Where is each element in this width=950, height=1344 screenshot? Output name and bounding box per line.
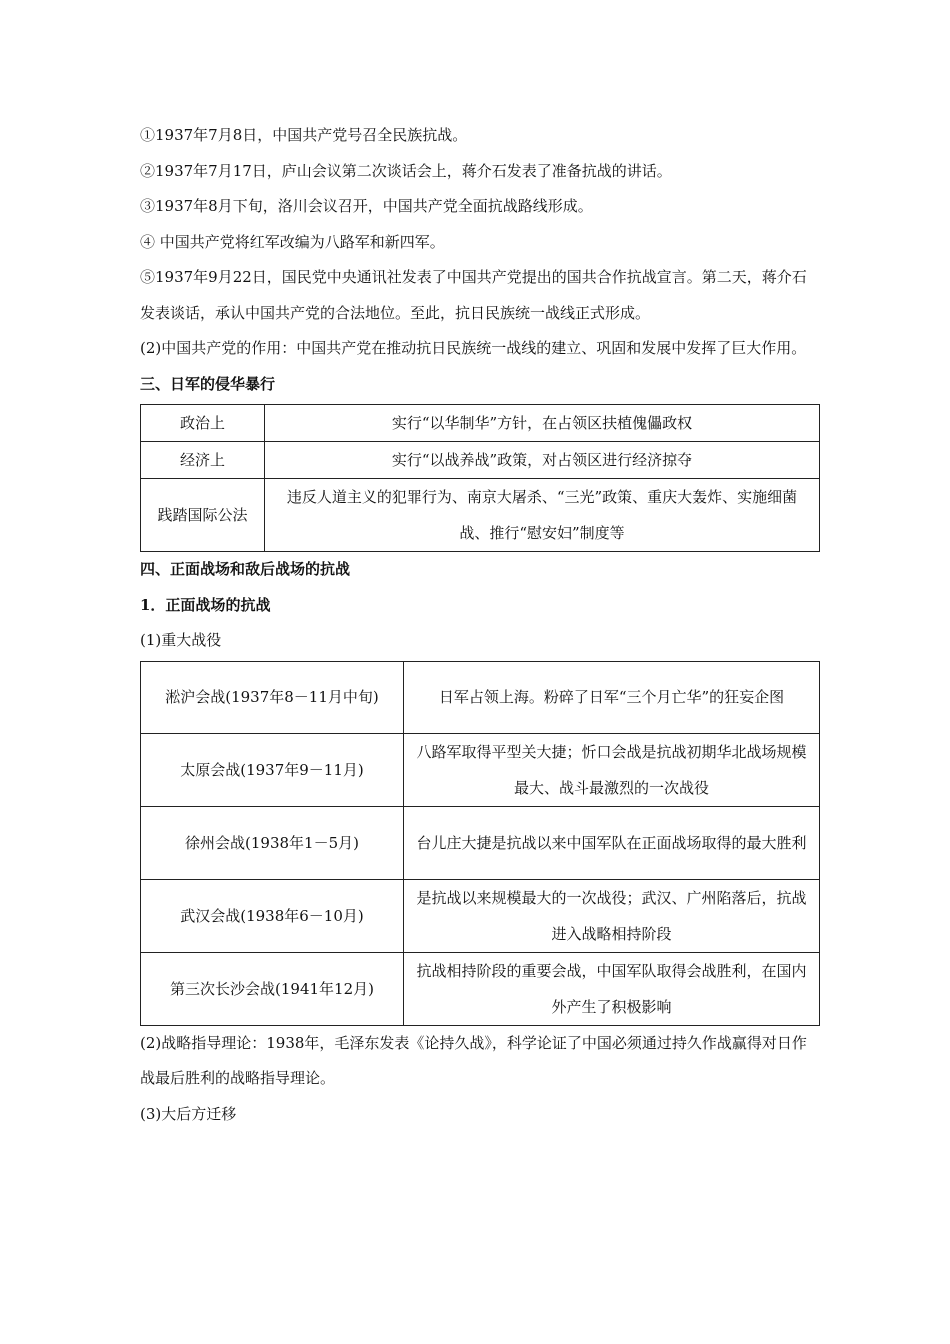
table-row bbox=[141, 879, 820, 952]
atrocities-table bbox=[140, 404, 820, 552]
table-row bbox=[141, 661, 820, 734]
battle-name: 徐州会战(1938年1－5月) bbox=[141, 807, 404, 880]
battle-name: 第三次长沙会战(1941年12月) bbox=[141, 952, 404, 1025]
table-cell-content: 违反人道主义的犯罪行为、南京大屠杀、“三光”政策、重庆大轰炸、实施细菌战、推行“慰安妇”制度等 bbox=[265, 479, 820, 552]
table-row bbox=[141, 405, 820, 442]
battle-name: 太原会战(1937年9－11月) bbox=[141, 734, 404, 807]
table-row bbox=[141, 442, 820, 479]
battle-description: 日军占领上海。粉碎了日军“三个月亡华”的狂妄企图 bbox=[404, 661, 820, 734]
table-cell-label: 经济上 bbox=[141, 442, 265, 479]
table-row bbox=[141, 479, 820, 552]
battle-name: 武汉会战(1938年6－10月) bbox=[141, 879, 404, 952]
paragraph: ⑤1937年9月22日，国民党中央通讯社发表了中国共产党提出的国共合作抗战宣言。第二天，蒋介石发表谈话，承认中国共产党的合法地位。至此，抗日民族统一战线正式形成。 bbox=[140, 268, 807, 322]
battle-name: 淞沪会战(1937年8－11月中旬) bbox=[141, 661, 404, 734]
table-cell-content: 实行“以战养战”政策，对占领区进行经济掠夺 bbox=[265, 442, 820, 479]
table-cell-label: 践踏国际公法 bbox=[141, 479, 265, 552]
battles-table bbox=[140, 661, 820, 1026]
paragraph: (3)大后方迁移 bbox=[140, 1104, 237, 1123]
paragraph: ③1937年8月下旬，洛川会议召开，中国共产党全面抗战路线形成。 bbox=[140, 197, 593, 215]
paragraph: (2)战略指导理论：1938年，毛泽东发表《论持久战》，科学论证了中国必须通过持久作战赢得对日作战最后胜利的战略指导理论。 bbox=[140, 1033, 807, 1087]
table-row bbox=[141, 734, 820, 807]
battle-description: 台儿庄大捷是抗战以来中国军队在正面战场取得的最大胜利 bbox=[404, 807, 820, 880]
section-heading: 三、日军的侵华暴行 bbox=[140, 374, 276, 393]
battle-description: 八路军取得平型关大捷；忻口会战是抗战初期华北战场规模最大、战斗最激烈的一次战役 bbox=[404, 734, 820, 807]
battle-description: 抗战相持阶段的重要会战，中国军队取得会战胜利，在国内外产生了积极影响 bbox=[404, 952, 820, 1025]
paragraph: ④ 中国共产党将红军改编为八路军和新四军。 bbox=[140, 232, 445, 251]
subsection-label: (1)重大战役 bbox=[140, 631, 222, 649]
paragraph: ②1937年7月17日，庐山会议第二次谈话会上，蒋介石发表了准备抗战的讲话。 bbox=[140, 161, 672, 180]
table-cell-content: 实行“以华制华”方针，在占领区扶植傀儡政权 bbox=[265, 405, 820, 442]
table-row bbox=[141, 952, 820, 1025]
table-row bbox=[141, 807, 820, 880]
battle-description: 是抗战以来规模最大的一次战役；武汉、广州陷落后，抗战进入战略相持阶段 bbox=[404, 879, 820, 952]
paragraph: (2)中国共产党的作用：中国共产党在推动抗日民族统一战线的建立、巩固和发展中发挥了巨大作用。 bbox=[140, 339, 807, 357]
document-body bbox=[140, 118, 820, 1132]
subsection-heading: 1．正面战场的抗战 bbox=[140, 595, 271, 614]
table-cell-label: 政治上 bbox=[141, 405, 265, 442]
section-heading: 四、正面战场和敌后战场的抗战 bbox=[140, 560, 351, 578]
paragraph: ①1937年7月8日，中国共产党号召全民族抗战。 bbox=[140, 126, 468, 144]
